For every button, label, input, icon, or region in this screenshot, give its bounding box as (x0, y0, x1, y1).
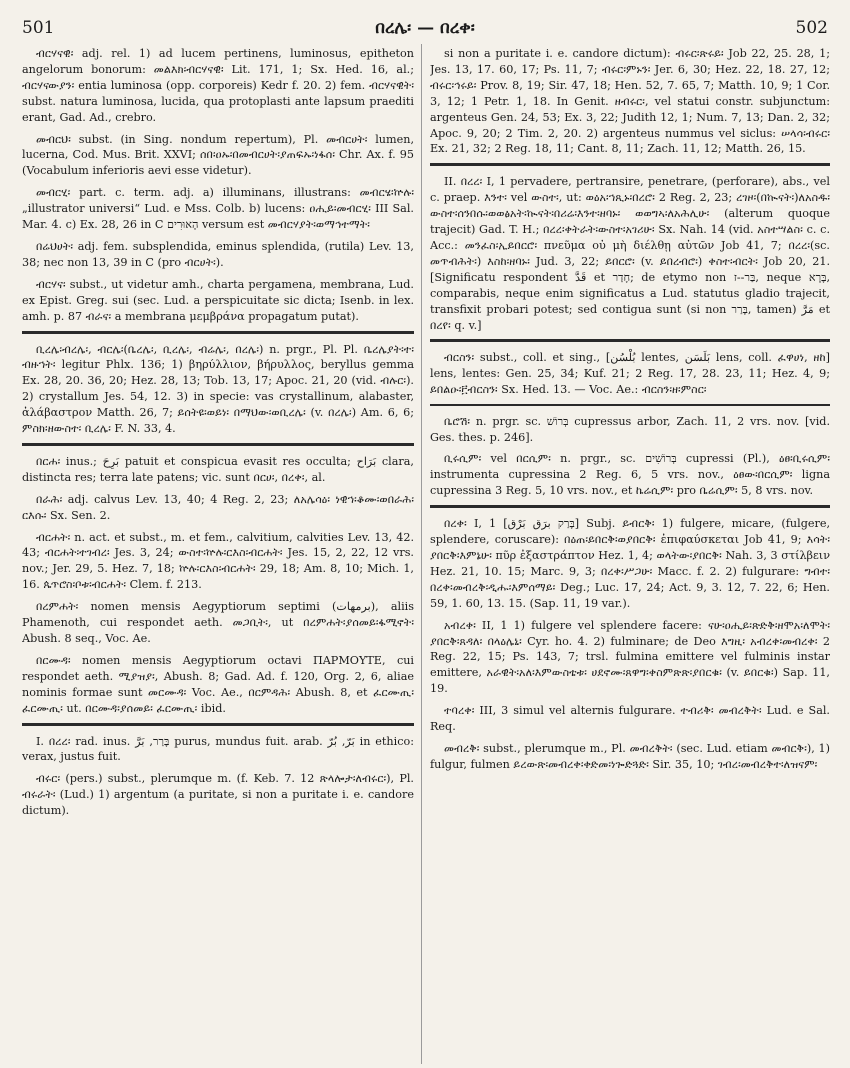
lexicon-entry: መብርሂ፡ part. c. term. adj. a) illuminans, illustrans: መብርሄ፡ኵሉ፡ „illustrator universi“ Lud. e Mss. Colb. b) lucens: ዐሒይ፡መብርሂ፡ III Sal. Mar. 4. c) Ex. 28, 26 in C הָאוּרִים versum est መብርሃያት፡ወማኅተማት፡ (22, 186, 414, 232)
lexicon-entry: ተባረቀ፡ III, 3 simul vel alternis fulgurare. ተብሪቅ፡ መብረቅት፡ Lud. e Sal. Req. (430, 704, 830, 734)
column-divider (421, 44, 422, 1064)
section-separator (430, 163, 830, 166)
lexicon-entry: በረምሐት፡ nomen mensis Aegyptiorum septimi (برمهات), aliis Phamenoth, cui respondet aeth. መጋቢት፡, ut በረምሐት፡ያሰመይ፡ፋሚኖት፡ Abush. 8 seq., Voc. Ae. (22, 600, 414, 645)
lexicon-entry: መብርህ፡ subst. (in Sing. nondum repertum), Pl. መብርሀት፡ lumen, lucerna, Cod. Mus. Brit. XXVI; ሰበ፡ዐኡ፡በመብርሀት፡ያጠፍኡ፡ነፋሰ፡ Chr. Ax. f. 95 (Vocabulum inferioris aevi esse videtur). (22, 132, 414, 178)
lexicon-entry: II. በረረ፡ I, 1 pervadere, pertransire, penetrare, (perforare), abs., vel c. praep. እንተ፡ vel ውስተ፡, ut: ወዕአ፡ኀጺኑ፡በረሮ፡ 2 Reg. 2, 23; ረገዞ፡(በኲናት፡)ለአስዱ፡ውስተ፡ሰንበሱ፡ወወፅአት፡ኲናት፡በሪሬ፡እንተ፡ዘባኑ፡ ወወግኣ፡ለአሕሊሁ፡ (alterum quoque trajecit) Gad. T. H.; በረረ፡ቀትራት፡ውስተ፡አገሪሁ፡ Sx. Nah. 14 (vid. አስተሣልስ፡ c. c. Acc.: መንፈስ፡ኢይበርሮ፡ πνεῦμα οὐ μὴ διέλθῃ αὐτῶν Job 41, 7; በረረ፡(sc. መጥብሕት፡) እስከ፡ዘባኑ፡ Jud. 3, 22; ይበርሮ፡ (v. ይበረብሮ፡) ቀስተ፡ብርት፡ Job 20, 21. [Significatu respondent قَدَّ et חָדַר; de etymo non בַּר--ז, neque בָּרָא, comparabis, neque enim significatus a Lud. statutus gladio trajecit, transfixit probari potest; sed contigua sunt (si non בָּרַר, tamen) مَرَّ et በረየ፡ q. v.] (430, 175, 830, 332)
lexicon-entry: ብርሃናዊ፡ adj. rel. 1) ad lucem pertinens, luminosus, epitheton angelorum bonorum: መልእክ፡ብርሃናዊ፡ Lit. 171, 1; Sx. Hed. 16, al.; ብርሃናውያን፡ entia luminosa (opp. corporeis) Kedr f. 20. 2) fem. ብርሃናዊት፡ subst. natura luminosa, lucida, qua protoplasti ante lapsum praediti erant, Gad. Ad., crebro. (22, 47, 414, 124)
section-separator (430, 339, 830, 342)
section-separator (22, 723, 414, 726)
left-column (22, 46, 414, 1062)
section-separator (430, 404, 830, 406)
lexicon-entry: ቢሩሲም፡ vel በርሲም፡ n. prgr., sc. בְּרוֹשִׁים cupressi (Pl.), ዕፀ፡ቢሩሲም፡ instrumenta cupressina 2 Reg. 6, 5 vrs. nov., ዕፀው፡በርሲም፡ ligna cupressina 3 Reg. 5, 10 vrs. nov., et ኬሬሲም፡ pro ቤሬሲም፡ 5, 8 vrs. nov. (430, 452, 830, 498)
lexicon-entry: በረቀ፡ I, 1 [בָּרַק برَق بَرْق] Subj. ይብርቅ፡ 1) fulgere, micare, (fulgere, splendere, coruscare): በዕጠ፡ይበርቅ፡ወያበርቅ፡ ἐπιφαύσκεται Job 41, 9; እሳት፡ያበርቅ፡እምኔሁ፡ πῦρ ἐξαστράπτον Hez. 1, 4; ወላትው፡ያበርቅ፡ Nah. 3, 3 στίλβειν Hez. 21, 10. 15; Marc. 9, 3; በረቀ፡ሥጋሁ፡ Macc. f. 2. 2) fulgurare: ግብተ፡በረቀ፡መብረቅ፡ዲሑ፡እምሰማይ፡ Deg.; Luc. 17, 24; Act. 9, 3. 12, 7. 22, 6; Hen. 59, 1. 60, 13. 15. (Sap. 11, 19 var.). (430, 517, 830, 610)
running-title: በረሌ፡ — በረቀ፡ (375, 18, 475, 38)
left-page-number: 501 (22, 18, 55, 38)
lexicon-entry: መብረቅ፡ subst., plerumque m., Pl. መብረቅት፡ (sec. Lud. etiam መብርቅ፡), 1) fulgur, fulmen ይረውጽ፡መብረቀ፡ቀድመ፡ነጐድጓድ፡ Sir. 35, 10; ገብረ፡መብረቅተ፡ለዝናም፡ (430, 741, 830, 771)
lexicon-entry: በራሕ፡ adj. calvus Lev. 13, 40; 4 Reg. 2, 23; ለአሌሳዕ፡ ነዊኀ፡ቆሙ፡ወበራሕ፡ርእሱ፡ Sx. Sen. 2. (22, 492, 414, 522)
lexicon-entry: ብርስን፡ subst., coll. et sing., [بُلْسُن lentes, بَلَسَن lens, coll. ፈዋሀነ, ዘከ] lens, lentes: Gen. 25, 34; Kuf. 21; 2 Reg. 17, 28. 23, 11; Hez. 4, 9; ይበልዑ፡፫ብርስን፡ Sx. Hed. 13. — Voc. Ae.: ብርስን፡ዘ፡ምስር፡ (430, 351, 830, 397)
lexicon-entry: ብሩር፡ (pers.) subst., plerumque m. (f. Keb. 7. 12 ጽላሎታ፡ለብሩር፡), Pl. ብሩራት፡ (Lud.) 1) argentum (a puritate, si non a puritate i. e. candore dictum). (22, 772, 414, 818)
right-column (430, 46, 830, 1062)
lexicon-entry: I. በረረ፡ rad. inus. בָּרַר, بَرَّ purus, mundus fuit. arab. بَرّ, بُرّ in ethico: verax, justus fuit. (22, 734, 414, 764)
section-separator (430, 505, 830, 508)
lexicon-entry: ቢረሌ፡ብረሌ፡, ብርሌ፡(ቤረሌ፡, ቢረሌ፡, ብሬሌ፡, በረሌ፡) n. prgr., Pl. Pl. ቤረሌያት፡ተ፡ብዙኀት፡ legitur Phlx. 136; 1) βηρύλλιον, βήρυλλος, beryllus gemma Ex. 28, 20. 36, 20; Hez. 28, 13; Tob. 13, 17; Apoc. 21, 20 (vid. ብሉር፡). 2) crystallum Jes. 54, 12. 3) in specie: vas crystallinum, alabaster, ἀλάβαστρον Matth. 26, 7; ይሰትዩ፡ወይነ፡ በማህው፡ወቢረሌ፡ (v. በረሌ፡) Am. 6, 6; ምስክ፡ዘውስተ፡ ቢረሌ፡ F. N. 33, 4. (22, 342, 414, 436)
section-separator (22, 331, 414, 334)
lexicon-entry: በርሐ፡ inus.; بَرِحَ patuit et conspicua evasit res occulta; بَرَاح clara, distincta res; terra late patens; vic. sunt በርሀ፡, በረቀ፡, al. (22, 454, 414, 484)
lexicon-entry: ብርሐት፡ n. act. et subst., m. et fem., calvitium, calvities Lev. 13, 42. 43; ብርሐት፡ተገብረ፡ Jes. 3, 24; ውስተ፡ኵሉ፡ርእስ፡ብርሐት፡ Jes. 15, 2, 22, 12 vrs. nov.; Jer. 29, 5. Hez. 7, 18; ኵሉ፡ርእስ፡ብርሐት፡ 29, 18; Am. 8, 10; Mich. 1, 16. ጴጥሮስ፡ቦቱ፡ብርሐት፡ Clem. f. 213. (22, 530, 414, 592)
lexicon-entry: ቤሮሽ፡ n. prgr. sc. בְּרוֹשׁ cupressus arbor, Zach. 11, 2 vrs. nov. [vid. Ges. thes. p. 246]. (430, 414, 830, 444)
section-separator (22, 443, 414, 446)
page-header (22, 14, 828, 42)
lexicon-entry: በሬህሀት፡ adj. fem. subsplendida, eminus splendida, (rutila) Lev. 13, 38; nec non 13, 39 in C (pro ብርሀት፡). (22, 239, 414, 269)
lexicon-entry: አብረቀ፡ II, 1 1) fulgere vel splendere facere: ናሁ፡ዐሒይ፡ጽድቅ፡ዘሞአ፡ለሞት፡ያበርቅ፡ጸዳለ፡ በላዕሌኒ፡ Cyr. ho. 4. 2) fulminare; de Deo እግዚ፡ አብረቀ፡መብረቀ፡ 2 Reg. 22, 15; Ps. 143, 7; trsl. fulmina emittere vel fulminis instar emittere, አራዊት፡አለ፡እምውስቴቱ፡ ሀደኖሙ፡ጸዋግ፡ቀስምጽጽ፡ያበርቁ፡ (v. ይበርቁ፡) Sap. 11, 19. (430, 618, 830, 696)
lexicon-entry: በርሙዳ፡ nomen mensis Aegyptiorum octavi ΠΑΡΜΟΥΤΕ, cui respondet aeth. ሚያዝያ፡, Abush. 8; Gad. Ad. f. 120, Org. 2, 6, aliae nominis formae sunt መርሙዳ፡ Voc. Ae., በርምዳሕ፡ Abush. 8, et ፈርሙጢ፡ ፈርሙጢ፡ ut. በርሙዳ፡ያሰመይ፡ ፈርሙጢ፡ ibid. (22, 653, 414, 715)
lexicon-entry: si non a puritate i. e. candore dictum): ብሩር፡ጽሩይ፡ Job 22, 25. 28, 1; Jes. 13, 17. 60, 17; Ps. 11, 7; ብሩር፡ምኑን፡ Jer. 6, 30; Hez. 22, 18. 27, 12; ብሩር፡ኅሩይ፡ Prov. 8, 19; Sir. 47, 18; Hen. 52, 7. 65, 7; Matth. 10, 9; 1 Cor. 3, 12; 1 Petr. 1, 18. In Genit. ዘብሩር፡, vel statui constr. subjunctum: argenteus Gen. 24, 53; Ex. 3, 22; Judith 12, 1; Num. 7, 13; Dan. 2, 32; Apoc. 9, 20; 2 Tim. 2, 20. 2) argenteus nummus vel siclus: ሠላሳ፡ብሩር፡ Ex. 21, 32; 2 Reg. 18, 11; Cant. 8, 11; Zach. 11, 12; Matth. 26, 15. (430, 47, 830, 156)
lexicon-entry: ብርሃና፡ subst., ut videtur amh., charta pergamena, membrana, Lud. ex Epist. Greg. sui (sec. Lud. a perspicuitate sic dicta; Isenb. in lex. amh. p. 87 ብራና፡ a membrana μεμβράνα propagatum putat). (22, 277, 414, 323)
right-page-number: 502 (795, 18, 828, 38)
